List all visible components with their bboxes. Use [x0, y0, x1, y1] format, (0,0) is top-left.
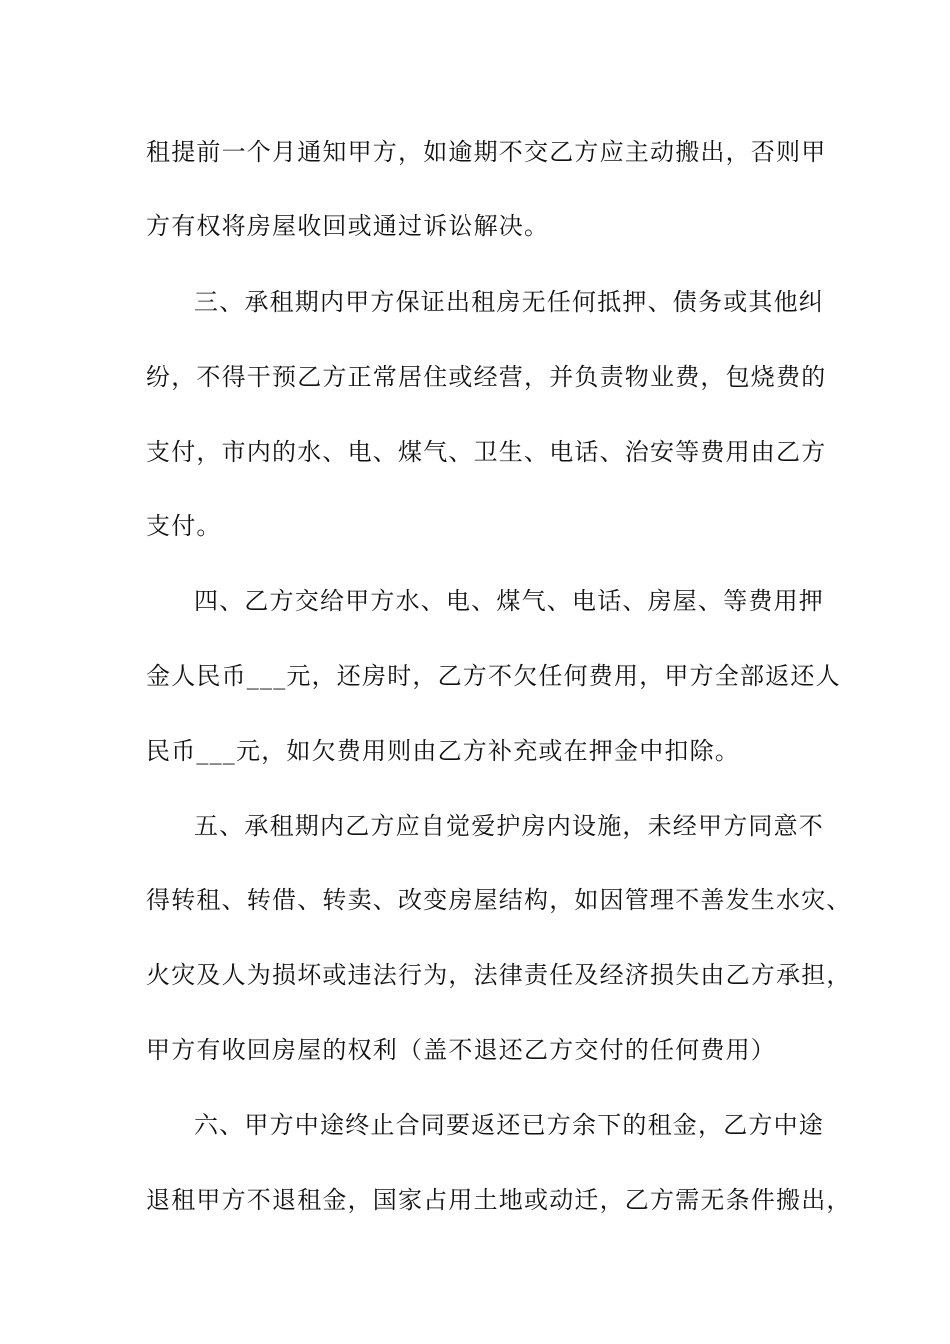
text-line: 得转租、转借、转卖、改变房屋结构，如因管理不善发生水灾、: [146, 886, 852, 914]
text-line: 支付，市内的水、电、煤气、卫生、电话、治安等费用由乙方: [146, 438, 827, 466]
text-line: 支付。: [146, 512, 222, 540]
text-line: 金人民币___元，还房时，乙方不欠任何费用，甲方全部返还人: [146, 662, 841, 690]
text-line: 甲方有收回房屋的权利（盖不退还乙方交付的任何费用）: [146, 1036, 776, 1064]
text-line: 退租甲方不退租金，国家占用土地或动迁，乙方需无条件搬出，: [146, 1186, 852, 1214]
text-line: 方有权将房屋收回或通过诉讼解决。: [146, 212, 550, 240]
paragraph-6-start: 六、甲方中途终止合同要返还已方余下的租金，乙方中途: [194, 1111, 824, 1139]
paragraph-5-start: 五、承租期内乙方应自觉爱护房内设施，未经甲方同意不: [194, 812, 824, 840]
text-line: 民币___元，如欠费用则由乙方补充或在押金中扣除。: [146, 737, 740, 765]
text-line: 租提前一个月通知甲方，如逾期不交乙方应主动搬出，否则甲: [146, 138, 827, 166]
text-line: 纷，不得干预乙方正常居住或经营，并负责物业费，包烧费的: [146, 363, 827, 391]
text-line: 火灾及人为损坏或违法行为，法律责任及经济损失由乙方承担，: [146, 961, 852, 989]
paragraph-3-start: 三、承租期内甲方保证出租房无任何抵押、债务或其他纠: [194, 288, 824, 316]
paragraph-4-start: 四、乙方交给甲方水、电、煤气、电话、房屋、等费用押: [194, 587, 824, 615]
